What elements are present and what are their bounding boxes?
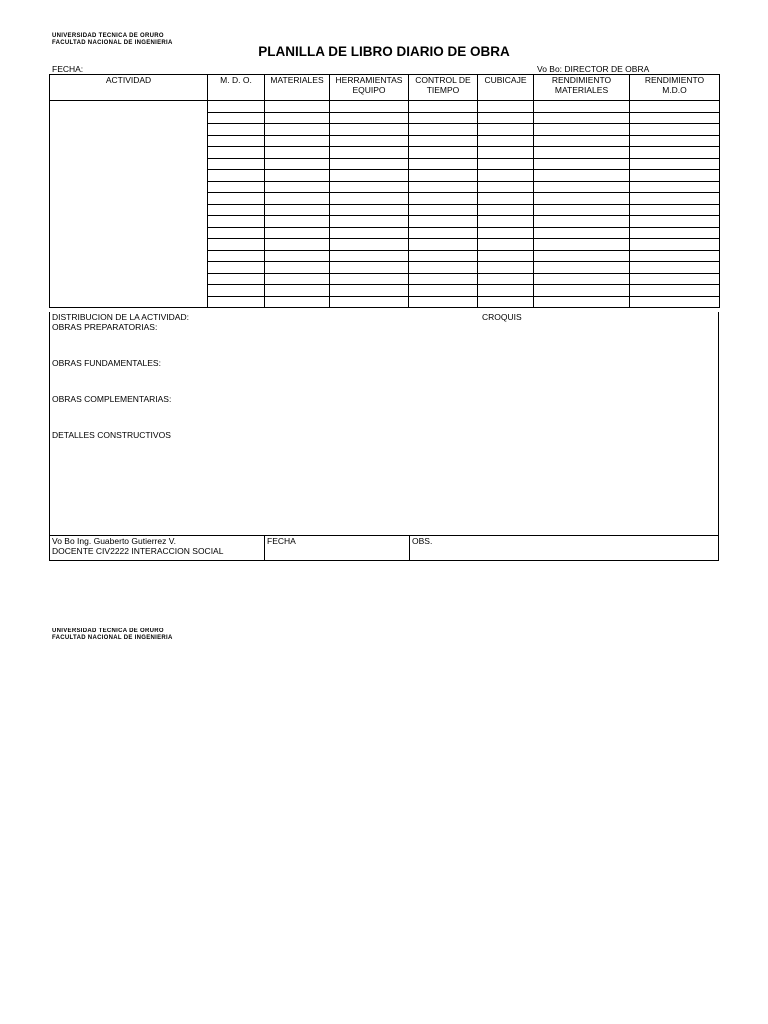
table-cell bbox=[409, 158, 478, 170]
table-cell bbox=[478, 239, 534, 251]
table-cell bbox=[265, 285, 330, 297]
table-cell bbox=[330, 250, 409, 262]
table-cell bbox=[409, 273, 478, 285]
table-cell bbox=[409, 239, 478, 251]
table-cell bbox=[534, 273, 630, 285]
table-cell bbox=[630, 170, 720, 182]
col-cubicaje: CUBICAJE bbox=[478, 75, 534, 101]
table-cell bbox=[478, 135, 534, 147]
table-cell bbox=[265, 193, 330, 205]
table-cell bbox=[630, 285, 720, 297]
table-cell bbox=[330, 262, 409, 274]
col-control-tiempo: CONTROL DE TIEMPO bbox=[409, 75, 478, 101]
table-cell bbox=[265, 101, 330, 113]
col-mdo: M. D. O. bbox=[208, 75, 265, 101]
vobo-docente: DOCENTE CIV2222 INTERACCION SOCIAL bbox=[52, 546, 224, 556]
table-cell bbox=[330, 193, 409, 205]
table-cell bbox=[208, 124, 265, 136]
table-cell bbox=[478, 262, 534, 274]
table-cell bbox=[534, 204, 630, 216]
table-cell bbox=[478, 250, 534, 262]
table-cell bbox=[208, 170, 265, 182]
table-cell bbox=[330, 158, 409, 170]
table-row bbox=[50, 101, 720, 113]
table-cell bbox=[409, 135, 478, 147]
table-cell bbox=[330, 296, 409, 308]
table-cell bbox=[330, 204, 409, 216]
distribution-box bbox=[49, 312, 719, 536]
table-cell bbox=[409, 112, 478, 124]
table-cell bbox=[265, 158, 330, 170]
table-cell bbox=[630, 262, 720, 274]
table-cell bbox=[330, 101, 409, 113]
footer-fecha: FECHA bbox=[267, 536, 296, 546]
table-cell bbox=[534, 101, 630, 113]
table-cell bbox=[208, 262, 265, 274]
table-cell bbox=[630, 101, 720, 113]
table-cell bbox=[478, 101, 534, 113]
table-cell bbox=[409, 250, 478, 262]
table-cell bbox=[265, 170, 330, 182]
table-cell bbox=[330, 227, 409, 239]
fecha-label: FECHA: bbox=[52, 64, 84, 74]
table-cell bbox=[478, 227, 534, 239]
table-cell bbox=[478, 170, 534, 182]
table-cell bbox=[409, 296, 478, 308]
vobo-director-label: Vo Bo: DIRECTOR DE OBRA bbox=[537, 64, 650, 74]
table-cell bbox=[208, 181, 265, 193]
table-cell bbox=[478, 296, 534, 308]
table-cell bbox=[265, 262, 330, 274]
table-cell bbox=[409, 124, 478, 136]
table-body bbox=[50, 101, 720, 308]
table-cell bbox=[330, 124, 409, 136]
table-cell bbox=[630, 239, 720, 251]
table-cell bbox=[630, 112, 720, 124]
table-cell bbox=[409, 204, 478, 216]
table-cell bbox=[330, 147, 409, 159]
table-cell bbox=[409, 170, 478, 182]
table-cell bbox=[630, 193, 720, 205]
table-cell bbox=[478, 285, 534, 297]
table-cell bbox=[208, 158, 265, 170]
institution-header-repeat bbox=[52, 628, 173, 641]
col-rend-mdo: RENDIMIENTO M.D.O bbox=[630, 75, 720, 101]
faculty-name: FACULTAD NACIONAL DE INGENIERIA bbox=[52, 635, 173, 641]
table-cell bbox=[630, 135, 720, 147]
table-cell bbox=[630, 124, 720, 136]
footer-obs: OBS. bbox=[412, 536, 433, 546]
table-cell bbox=[534, 250, 630, 262]
table-cell bbox=[478, 181, 534, 193]
table-cell bbox=[330, 181, 409, 193]
table-cell bbox=[478, 216, 534, 228]
table-cell bbox=[208, 112, 265, 124]
table-cell bbox=[208, 250, 265, 262]
table-cell bbox=[265, 124, 330, 136]
table-cell bbox=[478, 193, 534, 205]
distribucion-label: DISTRIBUCION DE LA ACTIVIDAD: bbox=[52, 312, 189, 322]
university-name: UNIVERSIDAD TECNICA DE ORURO bbox=[52, 33, 164, 39]
table-cell bbox=[478, 204, 534, 216]
table-cell bbox=[208, 227, 265, 239]
table-cell bbox=[409, 227, 478, 239]
table-cell bbox=[208, 216, 265, 228]
table-cell bbox=[208, 273, 265, 285]
table-cell bbox=[409, 216, 478, 228]
table-cell bbox=[534, 227, 630, 239]
table-cell bbox=[534, 239, 630, 251]
table-cell bbox=[630, 147, 720, 159]
table-cell bbox=[409, 193, 478, 205]
university-name: UNIVERSIDAD TECNICA DE ORURO bbox=[52, 628, 164, 634]
table-cell bbox=[208, 296, 265, 308]
table-cell bbox=[630, 250, 720, 262]
vobo-engineer: Vo Bo Ing. Guaberto Gutierrez V. bbox=[52, 536, 176, 546]
faculty-name: FACULTAD NACIONAL DE INGENIERIA bbox=[52, 40, 173, 46]
table-cell bbox=[265, 204, 330, 216]
table-cell bbox=[534, 262, 630, 274]
table-cell bbox=[534, 135, 630, 147]
table-cell bbox=[478, 147, 534, 159]
table-cell bbox=[265, 147, 330, 159]
table-cell bbox=[534, 158, 630, 170]
col-materiales: MATERIALES bbox=[265, 75, 330, 101]
table-cell bbox=[478, 273, 534, 285]
table-cell bbox=[409, 285, 478, 297]
activity-table bbox=[49, 74, 720, 308]
croquis-label: CROQUIS bbox=[482, 312, 522, 322]
table-cell bbox=[630, 273, 720, 285]
table-cell bbox=[534, 181, 630, 193]
table-cell bbox=[630, 158, 720, 170]
table-cell bbox=[630, 227, 720, 239]
table-cell bbox=[265, 216, 330, 228]
table-cell bbox=[330, 112, 409, 124]
detalles-constructivos-label: DETALLES CONSTRUCTIVOS bbox=[52, 430, 171, 440]
table-cell bbox=[208, 193, 265, 205]
table-cell bbox=[330, 273, 409, 285]
table-cell bbox=[330, 135, 409, 147]
col-actividad: ACTIVIDAD bbox=[50, 75, 208, 101]
col-rend-materiales: RENDIMIENTO MATERIALES bbox=[534, 75, 630, 101]
table-cell bbox=[265, 296, 330, 308]
table-cell bbox=[534, 216, 630, 228]
table-cell bbox=[630, 216, 720, 228]
table-cell bbox=[330, 239, 409, 251]
table-cell bbox=[265, 250, 330, 262]
footer-divider bbox=[409, 535, 410, 561]
table-cell bbox=[330, 285, 409, 297]
table-cell bbox=[208, 135, 265, 147]
table-cell bbox=[534, 296, 630, 308]
table-cell bbox=[478, 124, 534, 136]
table-cell bbox=[409, 101, 478, 113]
table-cell bbox=[330, 216, 409, 228]
table-cell bbox=[265, 181, 330, 193]
table-cell bbox=[534, 124, 630, 136]
table-cell bbox=[409, 147, 478, 159]
obras-preparatorias-label: OBRAS PREPARATORIAS: bbox=[52, 322, 158, 332]
table-header-row bbox=[50, 75, 720, 101]
table-cell bbox=[330, 170, 409, 182]
table-cell bbox=[534, 147, 630, 159]
table-cell bbox=[478, 158, 534, 170]
table-cell bbox=[265, 227, 330, 239]
table-cell bbox=[630, 296, 720, 308]
table-cell bbox=[630, 204, 720, 216]
table-cell bbox=[208, 147, 265, 159]
table-cell bbox=[265, 273, 330, 285]
table-cell bbox=[265, 135, 330, 147]
table-cell bbox=[409, 262, 478, 274]
table-cell bbox=[534, 193, 630, 205]
table-cell bbox=[409, 181, 478, 193]
footer-vobo bbox=[52, 536, 223, 556]
obras-complementarias-label: OBRAS COMPLEMENTARIAS: bbox=[52, 394, 172, 404]
table-cell bbox=[478, 112, 534, 124]
table-cell bbox=[265, 239, 330, 251]
table-cell bbox=[208, 204, 265, 216]
table-cell bbox=[265, 112, 330, 124]
obras-fundamentales-label: OBRAS FUNDAMENTALES: bbox=[52, 358, 161, 368]
table-cell bbox=[208, 101, 265, 113]
table-cell bbox=[534, 112, 630, 124]
footer-divider bbox=[264, 535, 265, 561]
table-cell bbox=[534, 170, 630, 182]
page-title: PLANILLA DE LIBRO DIARIO DE OBRA bbox=[258, 44, 510, 59]
table-cell bbox=[208, 285, 265, 297]
col-herramientas: HERRAMIENTAS EQUIPO bbox=[330, 75, 409, 101]
table-cell bbox=[208, 239, 265, 251]
table-cell bbox=[534, 285, 630, 297]
table-cell bbox=[630, 181, 720, 193]
actividad-cell bbox=[50, 101, 208, 308]
